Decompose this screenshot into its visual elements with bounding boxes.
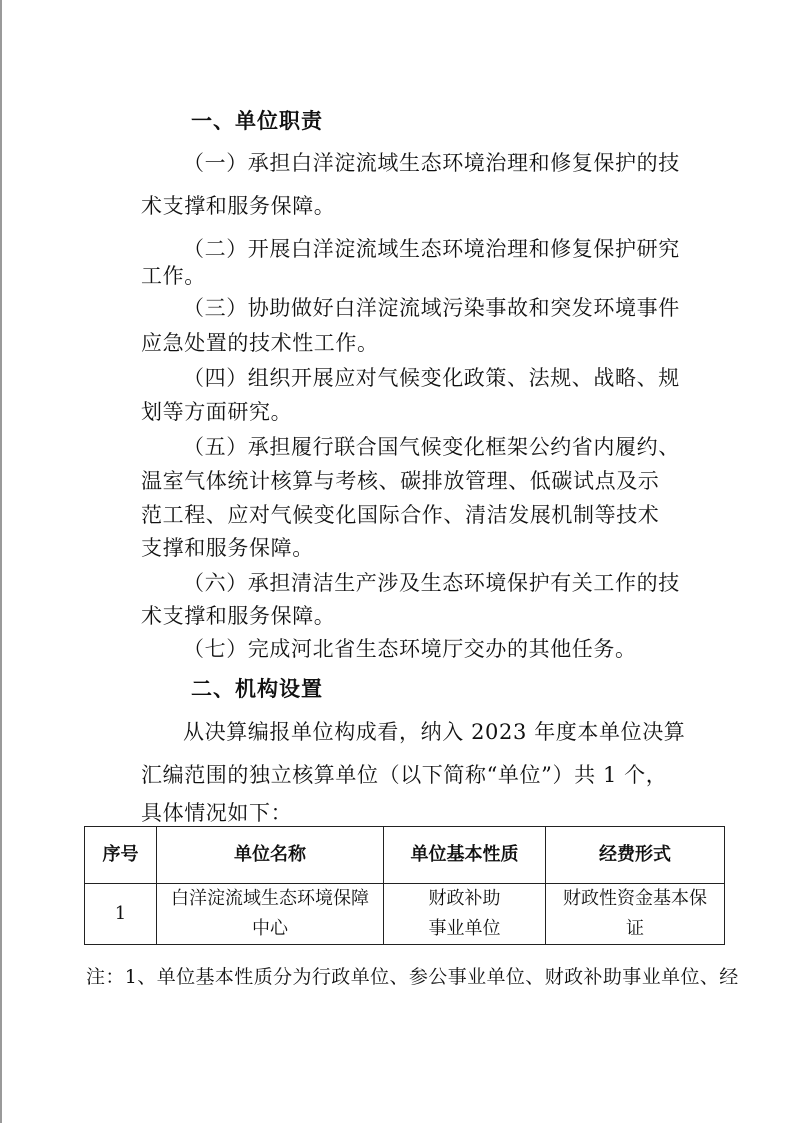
column-header-index: 序号 xyxy=(85,827,157,884)
duty-line: 温室气体统计核算与考核、碳排放管理、低碳试点及示 xyxy=(141,469,660,493)
duty-line: （二）开展白洋淀流域生态环境治理和修复保护研究 xyxy=(183,237,680,261)
cell-index: 1 xyxy=(85,884,157,945)
cell-unit-name xyxy=(157,884,384,945)
duty-line: 工作。 xyxy=(141,264,206,288)
duty-line: 支撑和服务保障。 xyxy=(141,536,314,560)
section-heading-duties: 一、单位职责 xyxy=(191,109,323,133)
duty-line: （七）完成河北省生态环境厅交办的其他任务。 xyxy=(183,637,637,661)
cell-funding-line1: 财政性资金基本保 xyxy=(563,888,707,909)
table-row xyxy=(85,884,725,945)
duty-line: （五）承担履行联合国气候变化框架公约省内履约、 xyxy=(183,435,680,459)
cell-unit-nature-line1: 财政补助 xyxy=(428,888,501,909)
cell-unit-name-line1: 白洋淀流域生态环境保障 xyxy=(171,888,369,909)
cell-unit-nature-line2: 事业单位 xyxy=(428,918,501,939)
duty-line: 应急处置的技术性工作。 xyxy=(141,331,379,355)
duty-line: 术支撑和服务保障。 xyxy=(141,194,336,218)
duty-line: 划等方面研究。 xyxy=(141,400,293,424)
unit-table xyxy=(84,826,725,945)
table-note: 注：1、单位基本性质分为行政单位、参公事业单位、财政补助事业单位、经 xyxy=(86,966,739,988)
cell-unit-nature xyxy=(384,884,546,945)
duty-line: 范工程、应对气候变化国际合作、清洁发展机制等技术 xyxy=(141,503,660,527)
section-heading-structure: 二、机构设置 xyxy=(191,677,323,701)
table-header-row xyxy=(85,827,725,884)
structure-line: 汇编范围的独立核算单位（以下简称“单位”）共 1 个， xyxy=(141,763,668,787)
column-header-nature: 单位基本性质 xyxy=(384,827,546,884)
duty-line: （四）组织开展应对气候变化政策、法规、战略、规 xyxy=(183,366,680,390)
duty-line: 术支撑和服务保障。 xyxy=(141,604,336,628)
duty-line: （六）承担清洁生产涉及生态环境保护有关工作的技 xyxy=(183,571,680,595)
cell-funding xyxy=(546,884,725,945)
cell-unit-name-line2: 中心 xyxy=(252,918,288,939)
cell-funding-line2: 证 xyxy=(626,918,644,939)
duty-line: （三）协助做好白洋淀流域污染事故和突发环境事件 xyxy=(183,296,680,320)
column-header-funding: 经费形式 xyxy=(546,827,725,884)
duty-line: （一）承担白洋淀流域生态环境治理和修复保护的技 xyxy=(183,151,680,175)
column-header-name: 单位名称 xyxy=(157,827,384,884)
structure-line: 从决算编报单位构成看，纳入 2023 年度本单位决算 xyxy=(183,720,686,744)
structure-line: 具体情况如下： xyxy=(141,801,293,825)
